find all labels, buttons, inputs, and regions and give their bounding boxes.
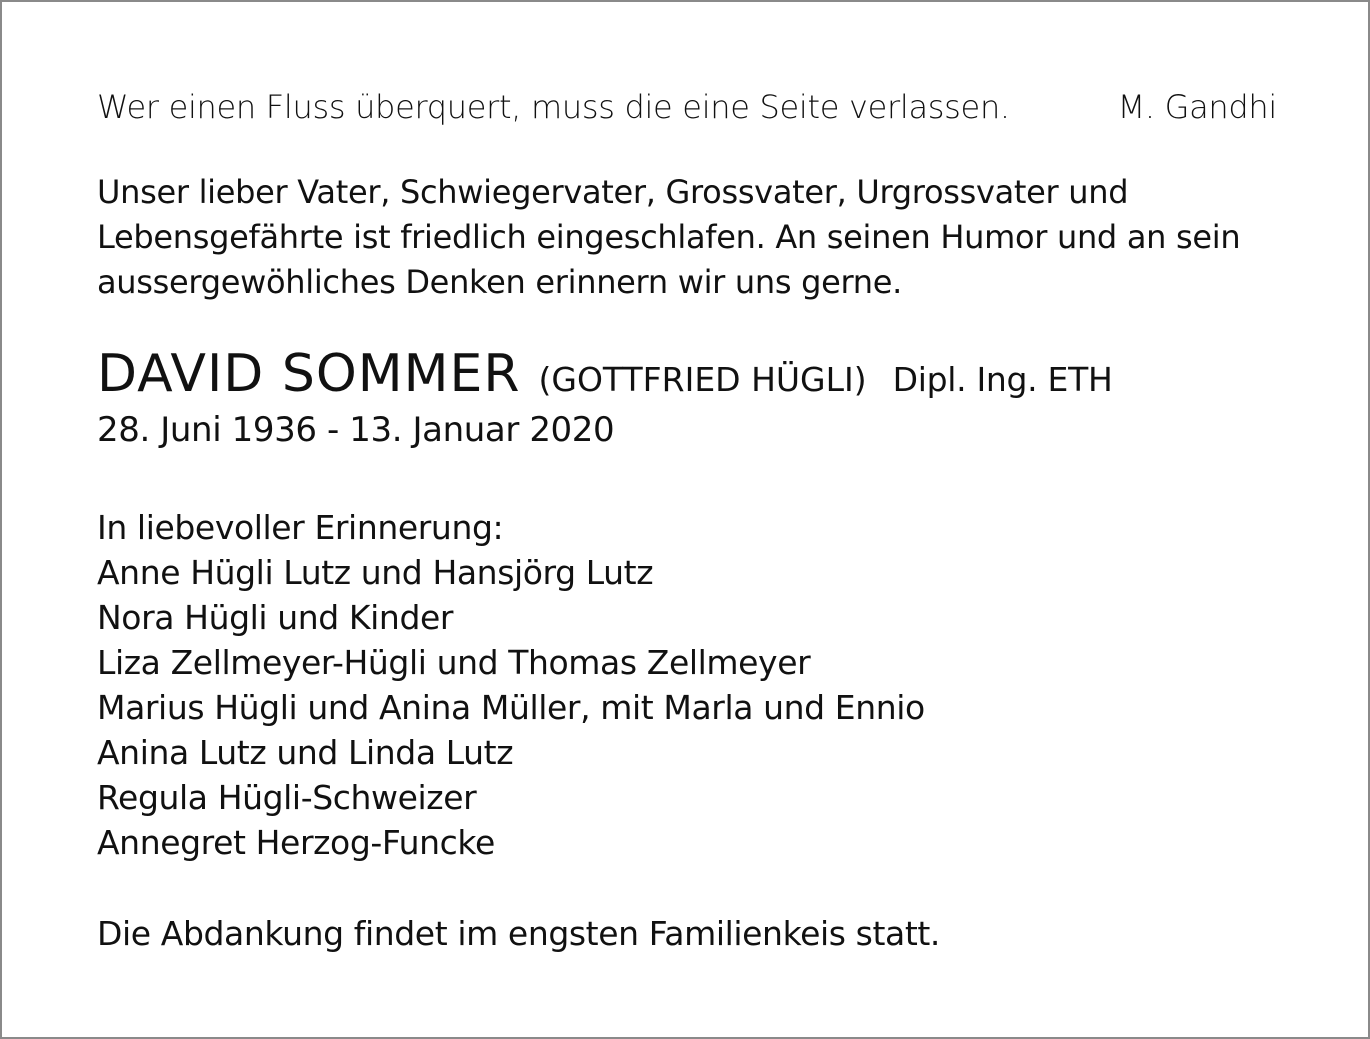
intro-line: Lebensgefährte ist friedlich eingeschlafen. An seinen Humor und an sein <box>97 218 1241 256</box>
family-member: Liza Zellmeyer-Hügli und Thomas Zellmeyer <box>97 643 811 682</box>
intro-line: Unser lieber Vater, Schwiegervater, Grossvater, Urgrossvater und <box>97 173 1129 211</box>
deceased-birth-name: (GOTTFRIED HÜGLI) <box>538 360 867 399</box>
quote-author: M. Gandhi <box>1117 88 1277 126</box>
family-member: Anina Lutz und Linda Lutz <box>97 733 514 772</box>
deceased-name-line <box>97 344 1112 404</box>
deceased-title: Dipl. Ing. ETH <box>892 360 1113 399</box>
family-member: Regula Hügli-Schweizer <box>97 778 477 817</box>
intro-line: aussergewöhliches Denken erinnern wir uns gerne. <box>97 263 903 301</box>
funeral-note: Die Abdankung findet im engsten Familienkeis statt. <box>97 914 940 953</box>
quote-line <box>97 88 1277 132</box>
family-member: Marius Hügli und Anina Müller, mit Marla und Ennio <box>97 688 925 727</box>
family-member: Nora Hügli und Kinder <box>97 598 454 637</box>
family-list <box>97 505 925 865</box>
family-member: Annegret Herzog-Funcke <box>97 823 495 862</box>
deceased-name: DAVID SOMMER <box>97 344 521 404</box>
life-dates: 28. Juni 1936 - 13. Januar 2020 <box>97 410 615 450</box>
quote-text: Wer einen Fluss überquert, muss die eine Seite verlassen. <box>97 88 1010 126</box>
family-member: Anne Hügli Lutz und Hansjörg Lutz <box>97 553 654 592</box>
family-heading: In liebevoller Erinnerung: <box>97 508 504 547</box>
intro-paragraph <box>97 170 1277 305</box>
